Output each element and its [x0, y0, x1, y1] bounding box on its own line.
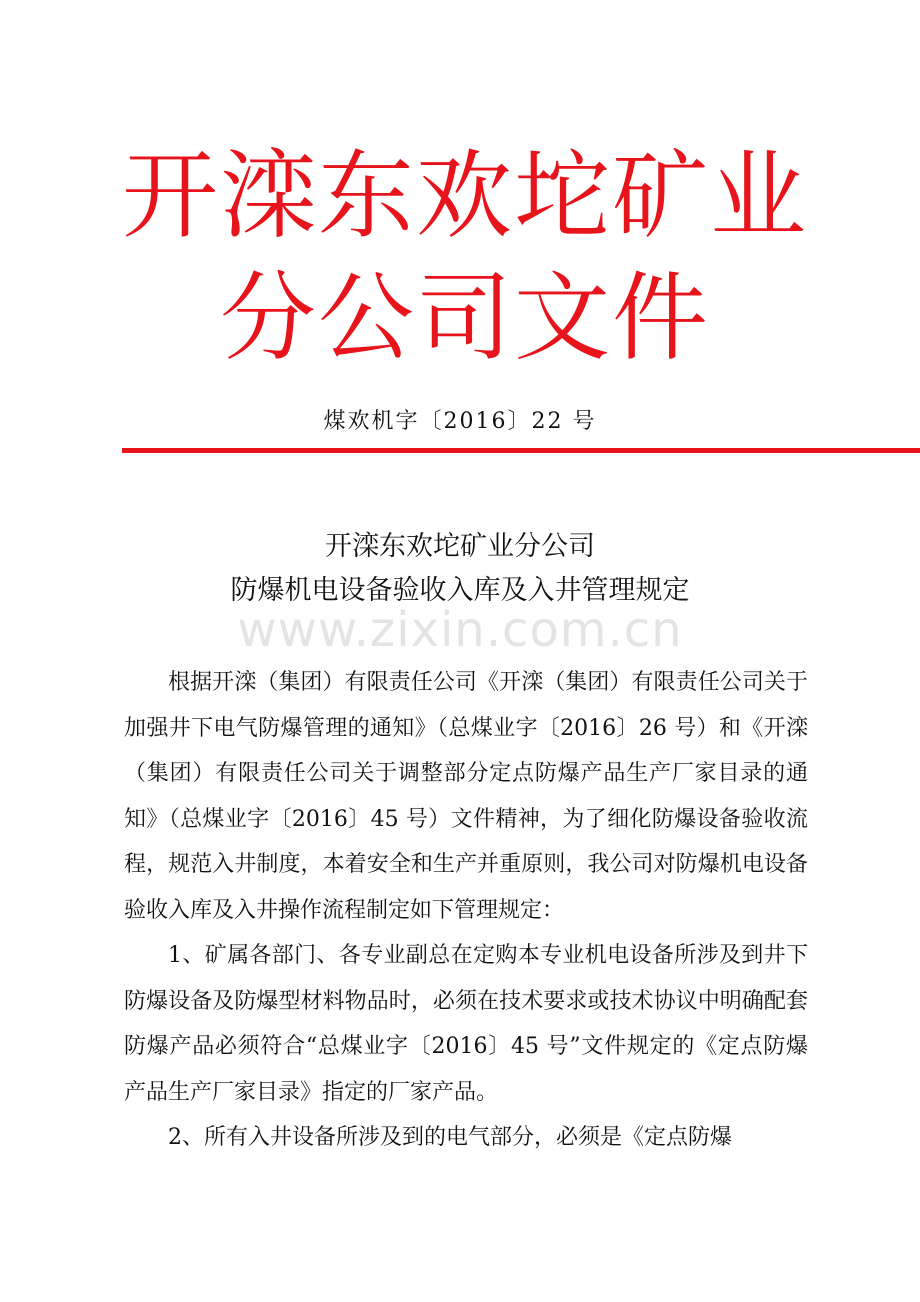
document-title-line-2: 防爆机电设备验收入库及入井管理规定 [230, 575, 690, 606]
red-divider-line [122, 448, 920, 453]
body-paragraph: 1、矿属各部门、各专业副总在定购本专业机电设备所涉及到井下防爆设备及防爆型材料物品时，必须在技术要求或技术协议中明确配套防爆产品必须符合“总煤业字〔2016〕45 号”文件规定的《定点防爆产品生产厂家目录》指定的厂家产品。 [124, 943, 808, 1105]
document-number: 煤欢机字〔2016〕22 号 [323, 409, 597, 434]
document-title-line-1: 开滦东欢坨矿业分公司 [325, 531, 595, 562]
masthead-line-2: 分公司文件 [220, 262, 710, 374]
masthead-line-1: 开滦东欢坨矿业 [122, 140, 808, 252]
document-body [124, 660, 808, 1161]
body-paragraph: 2、所有入井设备所涉及到的电气部分，必须是《定点防爆 [168, 1125, 732, 1150]
watermark: www.zixin.com.cn [237, 602, 683, 658]
body-paragraph: 根据开滦（集团）有限责任公司《开滦（集团）有限责任公司关于加强井下电气防爆管理的通知》（总煤业字〔2016〕26 号）和《开滦（集团）有限责任公司关于调整部分定点防爆产品生产厂家目录的通知》（总煤业字〔2016〕45 号）文件精神，为了细化防爆设备验收流程，规范入井制度，本着安全和生产并重原则，我公司对防爆机电设备验收入库及入井操作流程制定如下管理规定： [124, 670, 808, 923]
